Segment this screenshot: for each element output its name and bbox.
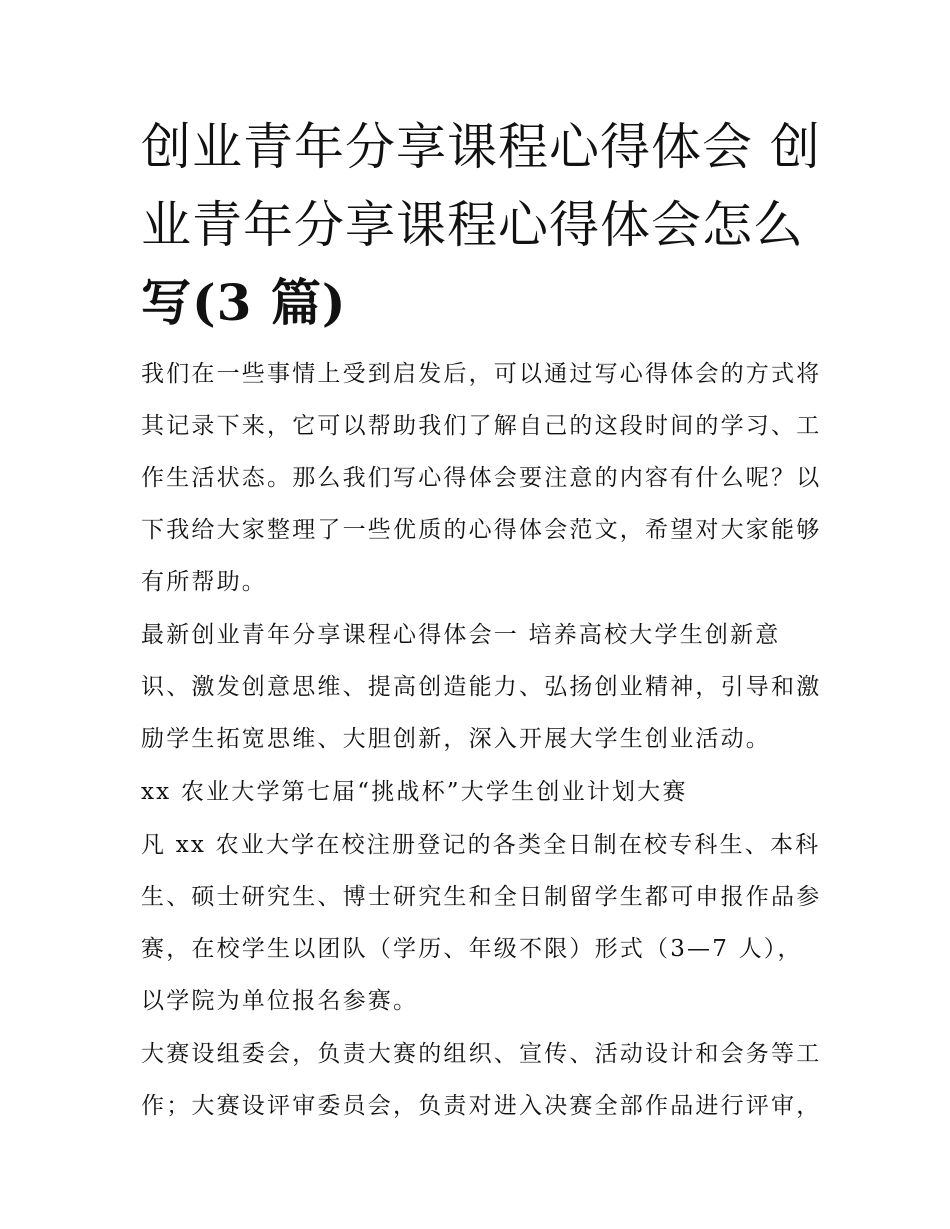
text-line: 下我给大家整理了一些优质的心得体会范文，希望对大家能够 <box>141 517 822 543</box>
text-line: 生、硕士研究生、博士研究生和全日制留学生都可申报作品参 <box>141 884 822 910</box>
text-line: xx 农业大学第七届“挑战杯”大学生创业计划大赛 <box>141 779 688 805</box>
committee-paragraph <box>141 1028 821 1132</box>
text-line: 我们在一些事情上受到启发后，可以通过写心得体会的方式将 <box>141 361 822 387</box>
text-line: 励学生拓宽思维、大胆创新，深入开展大学生创业活动。 <box>141 726 771 752</box>
contest-name-paragraph <box>141 766 821 818</box>
text-line: 最新创业青年分享课程心得体会一 培养高校大学生创新意 <box>141 622 781 648</box>
text-line: 作；大赛设评审委员会，负责对进入决赛全部作品进行评审， <box>141 1093 822 1119</box>
text-line: 以学院为单位报名参赛。 <box>141 988 419 1014</box>
document-page <box>141 108 821 1132</box>
title-line: 创业青年分享课程心得体会 创 <box>141 118 821 176</box>
document-title <box>141 108 821 342</box>
title-line: 业青年分享课程心得体会怎么 <box>141 196 804 254</box>
text-line: 大赛设组委会，负责大赛的组织、宣传、活动设计和会务等工 <box>141 1041 822 1067</box>
text-line: 其记录下来，它可以帮助我们了解自己的这段时间的学习、工 <box>141 413 822 439</box>
intro-paragraph <box>141 348 821 608</box>
text-line: 赛，在校学生以团队（学历、年级不限）形式（3—7 人）， <box>141 936 803 962</box>
text-line: 有所帮助。 <box>141 569 267 595</box>
eligibility-paragraph <box>141 819 821 1027</box>
section-one-paragraph <box>141 609 821 765</box>
title-line: 写(3 篇) <box>141 273 347 332</box>
text-line: 识、激发创意思维、提高创造能力、弘扬创业精神，引导和激 <box>141 674 822 700</box>
text-line: 凡 xx 农业大学在校注册登记的各类全日制在校专科生、本科 <box>141 832 821 858</box>
text-line: 作生活状态。那么我们写心得体会要注意的内容有什么呢？以 <box>141 465 822 491</box>
